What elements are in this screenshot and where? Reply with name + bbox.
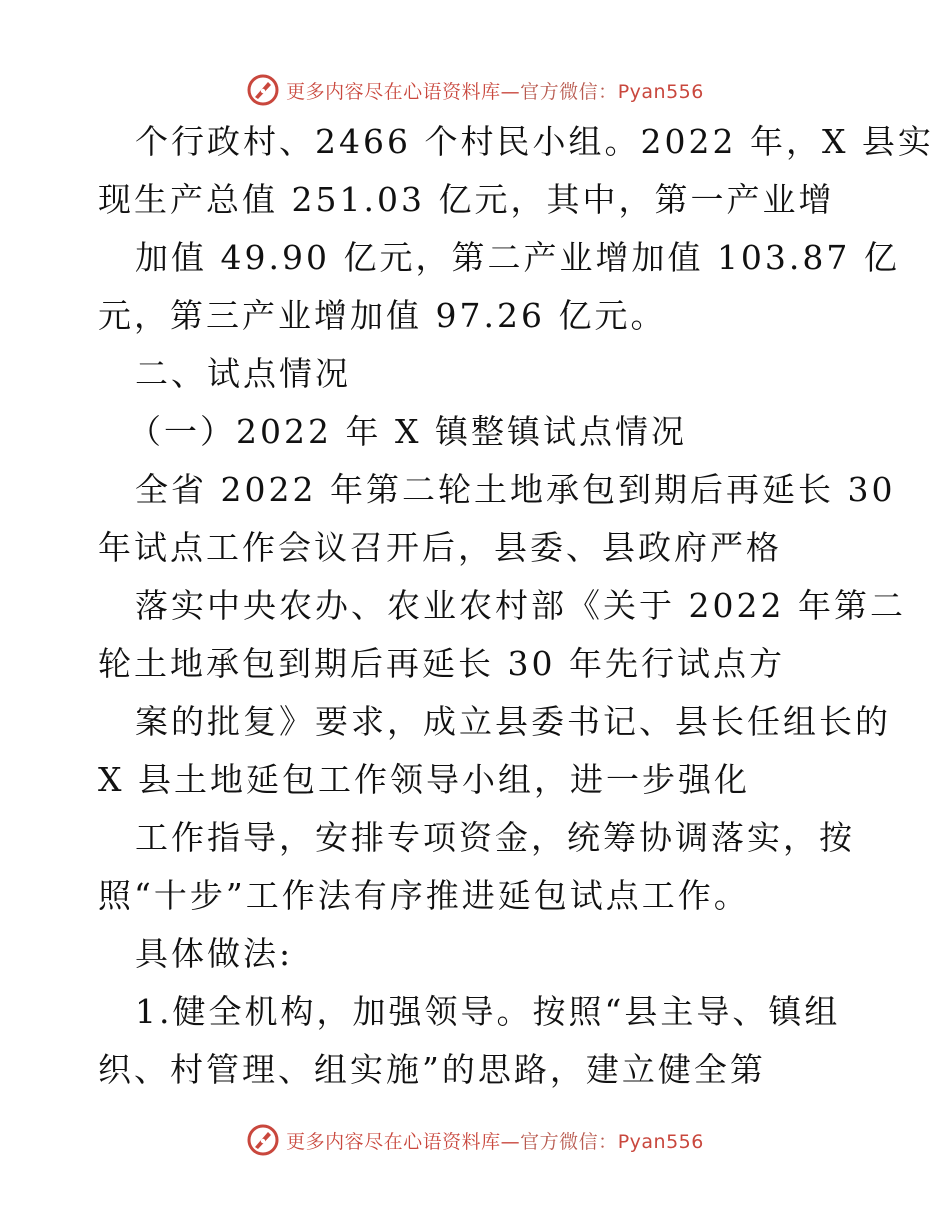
quill-seal-icon (246, 1123, 280, 1157)
subsection-heading: （一）2022 年 X 镇整镇试点情况 (128, 412, 687, 451)
section-heading: 二、试点情况 (135, 354, 351, 393)
paragraph-line: 工作指导，安排专项资金，统筹协调落实，按 (135, 818, 855, 857)
paragraph-line: 元，第三产业增加值 97.26 亿元。 (98, 296, 667, 335)
paragraph-line: X 县土地延包工作领导小组，进一步强化 (98, 760, 750, 799)
paragraph-line: 具体做法: (135, 934, 294, 973)
paragraph-line: 1.健全机构，加强领导。按照“县主导、镇组 (135, 992, 841, 1031)
paragraph-line: 案的批复》要求，成立县委书记、县长任组长的 (135, 702, 891, 741)
paragraph-line: 全省 2022 年第二轮土地承包到期后再延长 30 (135, 470, 896, 509)
paragraph-line: 加值 49.90 亿元，第二产业增加值 103.87 亿 (135, 238, 900, 277)
quill-seal-icon (246, 73, 280, 107)
paragraph-line: 照“十步”工作法有序推进延包试点工作。 (98, 876, 750, 915)
watermark-text: 更多内容尽在心语资料库—官方微信：Pyan556 (286, 1130, 704, 1153)
footer-watermark (0, 1120, 950, 1160)
paragraph-line: 年试点工作会议召开后，县委、县政府严格 (98, 528, 782, 567)
paragraph-line: 轮土地承包到期后再延长 30 年先行试点方 (98, 644, 785, 683)
paragraph-line: 个行政村、2466 个村民小组。2022 年，X 县实 (135, 122, 934, 161)
paragraph-line: 现生产总值 251.03 亿元，其中，第一产业增 (98, 180, 835, 219)
watermark-text: 更多内容尽在心语资料库—官方微信：Pyan556 (286, 80, 704, 103)
header-watermark (0, 70, 950, 110)
paragraph-line: 织、村管理、组实施”的思路，建立健全第 (98, 1050, 766, 1089)
paragraph-line: 落实中央农办、农业农村部《关于 2022 年第二 (135, 586, 906, 625)
